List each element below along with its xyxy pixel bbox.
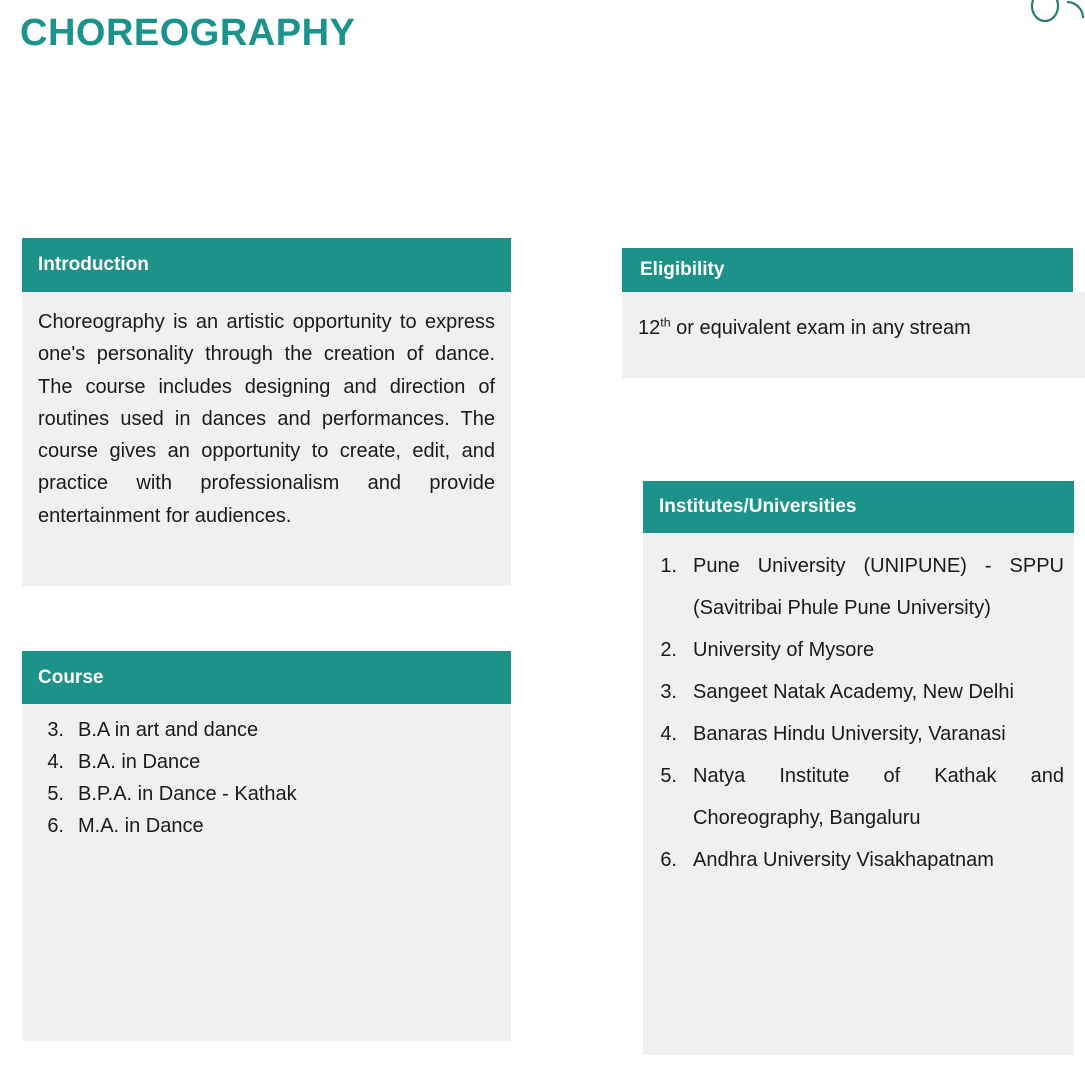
list-item-label: B.P.A. in Dance - Kathak bbox=[78, 783, 297, 805]
list-item bbox=[38, 778, 495, 810]
introduction-panel bbox=[22, 238, 511, 586]
list-item bbox=[657, 755, 1064, 839]
institutes-list bbox=[657, 545, 1064, 881]
list-item-label: B.A. in Dance bbox=[78, 751, 201, 773]
eligibility-heading-label: Eligibility bbox=[640, 259, 725, 280]
list-item bbox=[657, 671, 1064, 713]
list-item bbox=[38, 746, 495, 778]
introduction-panel-body bbox=[22, 292, 511, 586]
introduction-panel-header bbox=[22, 238, 511, 292]
eligibility-panel-body bbox=[622, 292, 1085, 378]
course-panel-header bbox=[22, 651, 511, 704]
list-item bbox=[38, 714, 495, 746]
list-item-number: 3. bbox=[660, 681, 677, 703]
course-heading-label: Course bbox=[38, 666, 104, 688]
eligibility-panel bbox=[622, 248, 1085, 378]
list-item bbox=[657, 629, 1064, 671]
eligibility-panel-header bbox=[622, 248, 1073, 292]
list-item-label: Natya Institute of Kathak and Choreography, Bangaluru bbox=[693, 765, 1064, 829]
list-item-label: Sangeet Natak Academy, New Delhi bbox=[693, 681, 1014, 703]
list-item-number: 6. bbox=[47, 815, 64, 837]
course-list bbox=[38, 714, 495, 842]
list-item-label: Pune University (UNIPUNE) - SPPU (Savitribai Phule Pune University) bbox=[693, 555, 1064, 619]
list-item-label: Banaras Hindu University, Varanasi bbox=[693, 723, 1006, 745]
eligibility-value-rest: or equivalent exam in any stream bbox=[670, 317, 971, 339]
eligibility-grade-ordinal-suffix: th bbox=[660, 315, 671, 330]
list-item-label: B.A in art and dance bbox=[78, 719, 259, 741]
list-item-number: 4. bbox=[660, 723, 677, 745]
introduction-paragraph: Choreography is an artistic opportunity to express one's personality through the creation of dance. The course includes designing and direction of routines used in dances and performances. The course gives an opportunity to create, edit, and practice with professionalism and provide entertainment for audiences. bbox=[38, 311, 495, 527]
institutes-heading-label: Institutes/Universities bbox=[659, 496, 857, 517]
list-item-number: 6. bbox=[660, 849, 677, 871]
list-item-number: 3. bbox=[47, 719, 64, 741]
list-item bbox=[657, 839, 1064, 881]
eligibility-value bbox=[638, 316, 1069, 340]
list-item-number: 5. bbox=[660, 765, 677, 787]
introduction-heading-label: Introduction bbox=[38, 254, 149, 275]
list-item-label: Andhra University Visakhapatnam bbox=[693, 849, 994, 871]
list-item bbox=[657, 545, 1064, 629]
list-item bbox=[657, 713, 1064, 755]
list-item-label: University of Mysore bbox=[693, 639, 875, 661]
institutes-panel-header bbox=[643, 481, 1074, 533]
list-item-number: 2. bbox=[660, 639, 677, 661]
institutes-panel-body bbox=[643, 533, 1074, 1055]
institutes-panel bbox=[643, 481, 1074, 1055]
list-item-number: 4. bbox=[47, 751, 64, 773]
corner-ring-decoration bbox=[1015, 0, 1085, 44]
course-panel-body bbox=[22, 704, 511, 1041]
list-item-number: 1. bbox=[660, 555, 677, 577]
list-item-label: M.A. in Dance bbox=[78, 815, 204, 837]
page-title: CHOREOGRAPHY bbox=[20, 12, 356, 54]
list-item bbox=[38, 810, 495, 842]
eligibility-grade-number: 12 bbox=[638, 317, 661, 339]
course-panel bbox=[22, 651, 511, 1041]
list-item-number: 5. bbox=[47, 783, 64, 805]
